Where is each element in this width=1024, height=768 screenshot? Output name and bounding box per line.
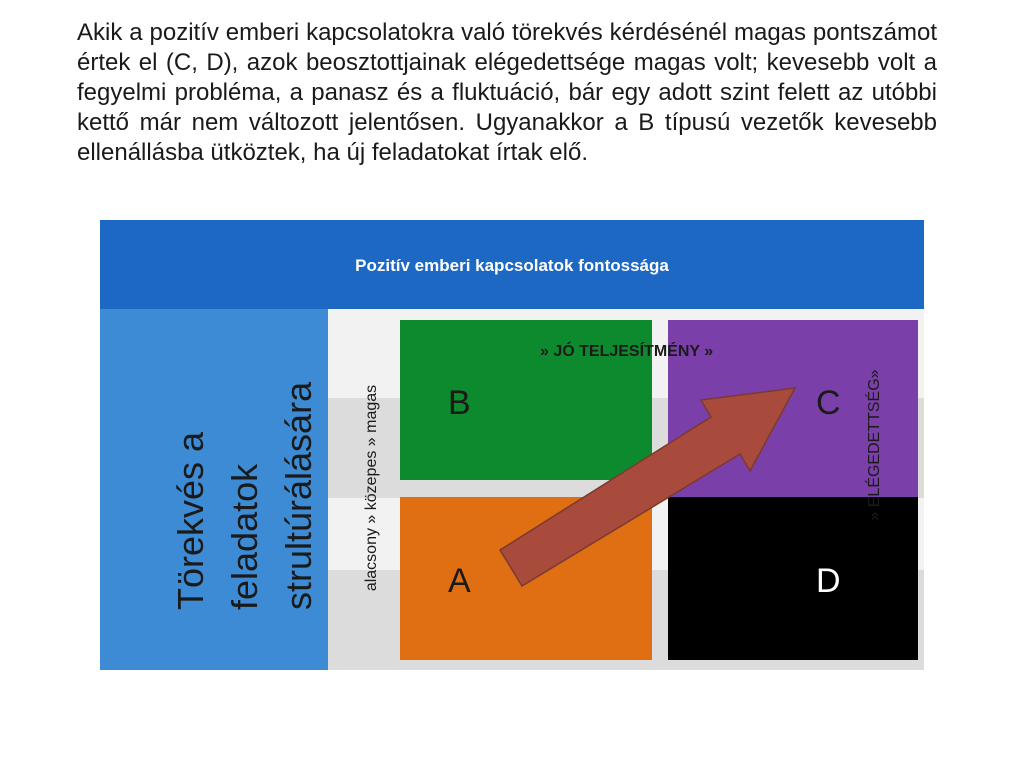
relations-importance-label: Pozitív emberi kapcsolatok fontossága [355,256,669,275]
quadrant-c-letter: C [816,384,841,422]
task-label-line-2: feladatok [224,463,265,610]
satisfaction-axis-label: » ELÉGEDETTSÉG» [866,369,883,521]
good-performance-label: » JÓ TELJESÍTMÉNY » [540,343,714,360]
quadrant-d-letter: D [816,562,841,600]
task-label-line-3: strultúrálására [278,381,319,610]
quadrant-b-letter: B [448,384,471,422]
left-axis-scale-label: alacsony » közepes » magas [363,384,380,592]
task-label-line-1: Törekvés a [170,431,211,610]
diagonal-arrow-icon [500,388,795,586]
quadrant-a-letter: A [448,562,471,600]
intro-paragraph: Akik a pozitív emberi kapcsolatokra való törekvés kérdésénél magas pontszámot értek el (C, D), azok beosztottjainak elégedettsége magas volt; kevesebb volt a fegyelmi probléma, a panasz és a fluktuáció, bár egy adott szint felett az utóbbi kettő már nem változott jelentősen. Ugyanakkor a B típusú vezetők kevesebb ellenállásba ütköztek, ha új feladatokat írtak elő. [77,19,937,166]
